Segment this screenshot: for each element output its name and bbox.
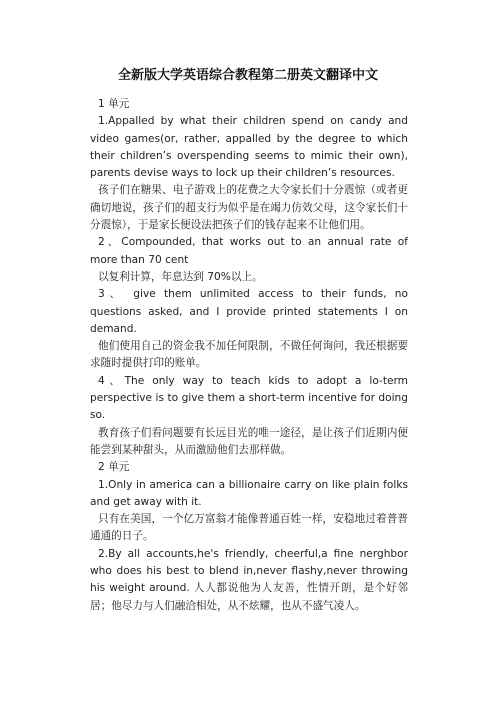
document-body [90,96,408,615]
unit1-p3-chinese: 他们使用自己的资金我不加任何限制，不做任何询问，我还根据要求随时提供打印的账单。 [90,340,408,370]
unit1-p4-chinese: 教育孩子们看问题要有长远目光的唯一途径，是让孩子们近期内便能尝到某种甜头，从而激励他们去那样做。 [90,426,408,456]
unit2-p1-chinese: 只有在美国，一个亿万富翁才能像普通百姓一样，安稳地过着普普通通的日子。 [90,513,408,543]
document-title: 全新版大学英语综合教程第二册英文翻译中文 [117,68,378,83]
unit1-heading: 1 单元 [98,98,130,110]
unit1-p4-english: 4、The only way to teach kids to adopt a lo-term perspective is to give them a short-term incentive for doing so. [90,374,408,422]
unit2-p2-mixed: 2.By all accounts,he's friendly, cheerful,a fine nerghbor who does his best to blend in,never flashy,never throwing his weight around. 人人都说他为人友善，性情开朗，是个好邻居；他尽力与人们融洽相处，从不炫耀，也从不盛气凌人。 [90,547,408,612]
unit1-p2-english: 2、Compounded, that works out to an annual rate of more than 70 cent [90,236,408,266]
unit1-p1-english: 1.Appalled by what their children spend on candy and video games(or, rather, appalled by the degree to which their children’s overspending seems to mimic their own), parents devise ways to lock up their children’s resources. [90,115,408,180]
unit1-p1-chinese: 孩子们在糖果、电子游戏上的花费之大令家长们十分震惊（或者更确切地说，孩子们的超支行为似乎是在竭力仿效父母，这令家长们十分震惊），于是家长便设法把孩子们的钱存起来不让他们用。 [90,184,408,232]
unit2-heading: 2 单元 [98,461,130,474]
unit1-p3-english: 3、 give them unlimited access to their funds, no questions asked, and I provide printed statements I on demand. [90,288,408,335]
unit1-p2-chinese: 以复利计算，年息达到 70%以上。 [98,270,263,283]
unit2-p1-english: 1.Only in america can a billionaire carry on like plain folks and get away with it. [90,478,408,508]
